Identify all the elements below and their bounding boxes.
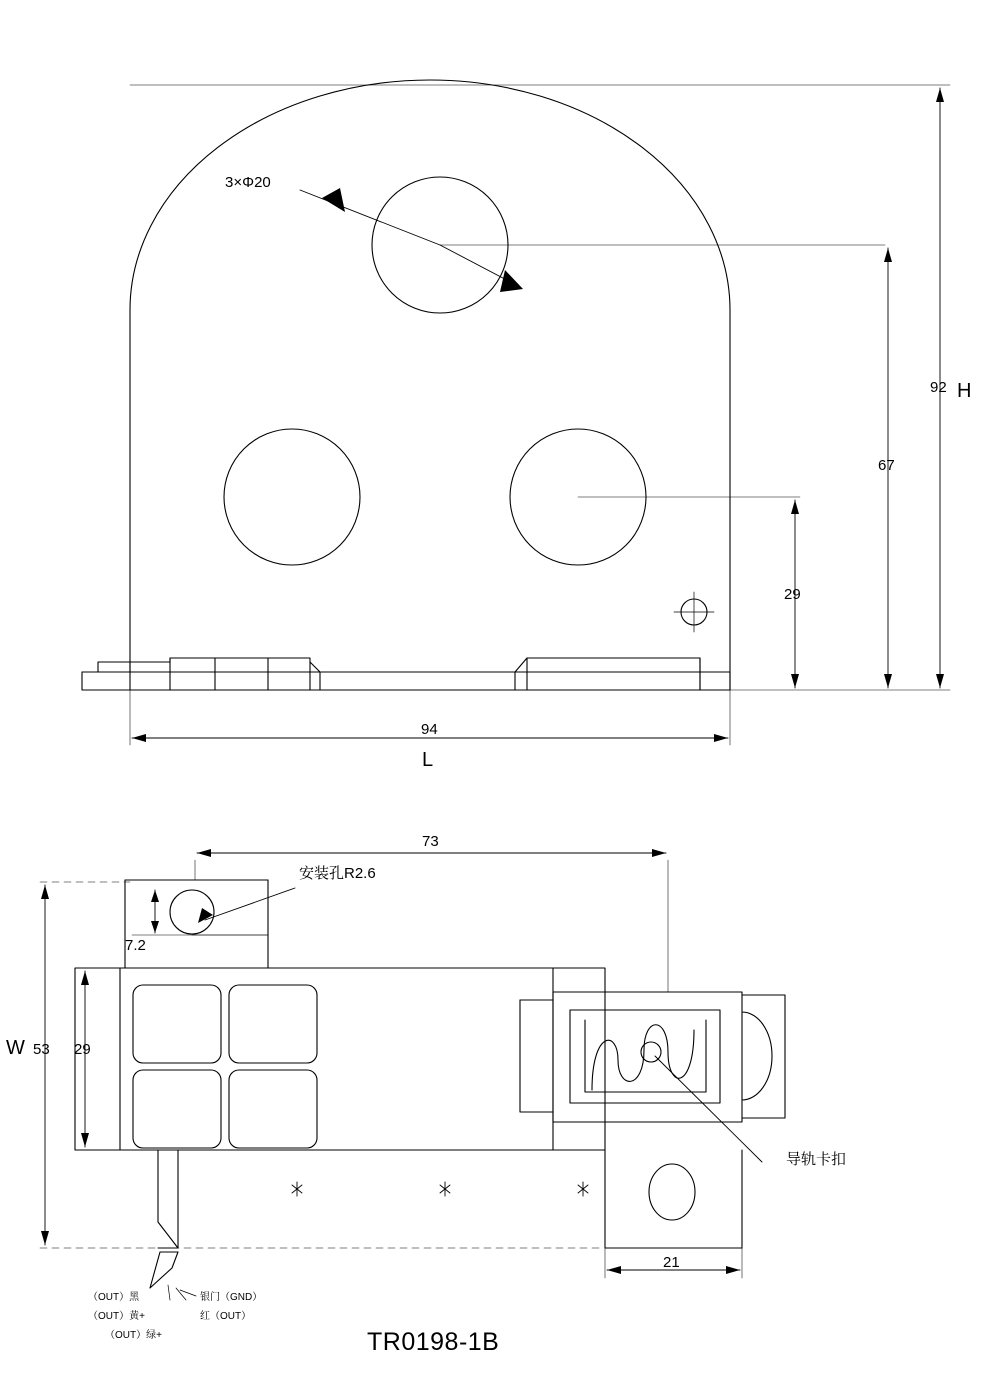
dim-length-symbol-L: L <box>422 749 434 771</box>
wire-legend-out-green: （OUT）绿+ <box>105 1330 162 1341</box>
wire-legend-out-black: （OUT）黑 <box>88 1292 140 1303</box>
part-number-title: TR0198-1B <box>367 1328 500 1356</box>
dim-width-29: 29 <box>74 1041 91 1058</box>
dim-height-67: 67 <box>878 457 895 474</box>
dim-length-73: 73 <box>422 833 439 850</box>
dim-height-symbol-H: H <box>957 380 972 402</box>
dim-length-21: 21 <box>663 1254 680 1271</box>
wire-legend-gnd: 银门（GND） <box>200 1292 263 1303</box>
dim-width-53: 53 <box>33 1041 50 1058</box>
dim-length-94: 94 <box>421 721 438 738</box>
dim-width-symbol-W: W <box>6 1037 25 1059</box>
note-mounting-hole: 安装孔R2.6 <box>299 865 376 882</box>
dim-offset-7-2: 7.2 <box>125 937 146 954</box>
wire-legend-red-out: 红（OUT） <box>200 1311 252 1322</box>
dim-height-92: 92 <box>930 379 947 396</box>
wire-legend-out-yellow: （OUT）黄+ <box>88 1311 145 1322</box>
dim-height-29: 29 <box>784 586 801 603</box>
note-rail-clip: 导轨卡扣 <box>786 1151 847 1168</box>
dim-hole-callout: 3×Φ20 <box>225 174 271 191</box>
